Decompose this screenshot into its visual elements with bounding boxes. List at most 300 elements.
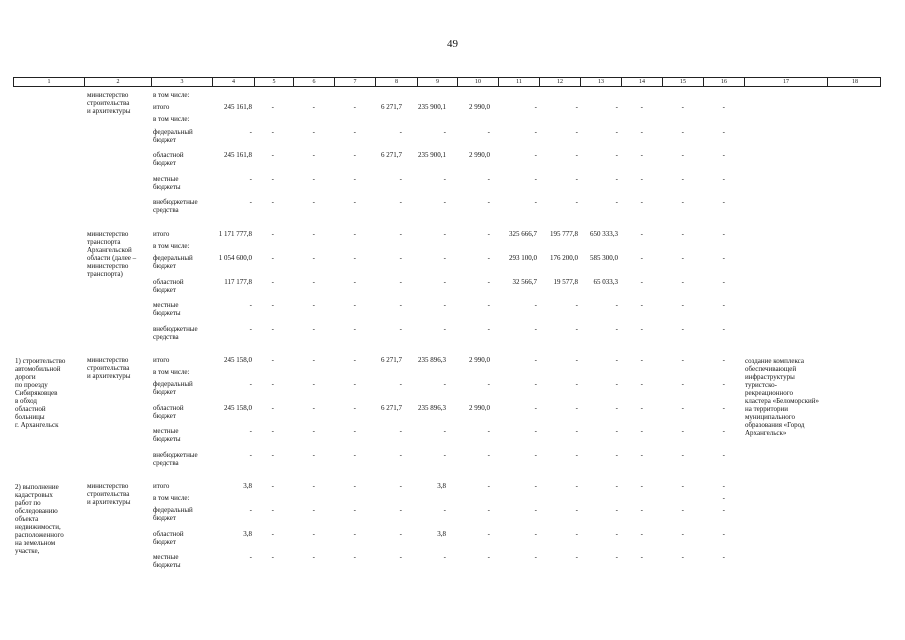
table-cell: 2 990,0: [469, 103, 490, 112]
table-row: [0, 128, 905, 146]
funding-source-label: областной бюджет: [153, 529, 184, 546]
table-cell: -: [615, 380, 618, 389]
table-cell: -: [534, 103, 537, 112]
table-cell: 1 171 777,8: [218, 230, 252, 238]
table-cell: 2 990,0: [469, 356, 490, 364]
funding-source-label: в том числе:: [153, 242, 190, 251]
table-cell: 117 177,8: [224, 277, 252, 286]
table-row: [0, 404, 905, 422]
table-cell: 235 896,3: [418, 356, 446, 364]
table-cell: -: [575, 506, 578, 515]
header-cell-2: 2: [85, 78, 152, 86]
table-cell: -: [575, 324, 578, 333]
table-cell: -: [271, 356, 274, 364]
funding-source-label: местные бюджеты: [153, 301, 181, 318]
header-cell-11: 11: [499, 78, 540, 86]
funding-source-label: в том числе:: [153, 368, 190, 377]
table-cell: -: [615, 324, 618, 333]
table-cell: -: [312, 277, 315, 286]
table-cell: -: [534, 151, 537, 160]
funding-source-label: федеральный бюджет: [153, 127, 193, 144]
table-cell: -: [249, 324, 252, 333]
header-cell-17: 17: [745, 78, 828, 86]
table-cell: -: [443, 450, 446, 459]
table-cell: -: [640, 103, 643, 112]
table-row: [0, 301, 905, 319]
table-cell: 245 158,0: [224, 403, 252, 412]
table-cell: -: [681, 506, 684, 515]
table-cell: -: [722, 151, 725, 160]
table-cell: -: [399, 127, 402, 136]
table-cell: -: [312, 174, 315, 183]
table-cell: 3,8: [243, 482, 252, 490]
table-cell: -: [722, 380, 725, 389]
table-cell: -: [249, 174, 252, 183]
table-cell: -: [575, 450, 578, 459]
table-cell: -: [353, 403, 356, 412]
funding-source-label: итого: [153, 230, 170, 238]
table-cell: -: [312, 103, 315, 112]
table-cell: -: [271, 127, 274, 136]
table-cell: -: [681, 529, 684, 538]
table-cell: -: [249, 450, 252, 459]
funding-source-label: внебюджетные средства: [153, 450, 198, 467]
responsible-executor: министерство транспорта Архангельской области (далее – министерство транспорта): [87, 230, 137, 278]
table-cell: -: [640, 356, 643, 364]
table-cell: -: [615, 529, 618, 538]
funding-source-label: в том числе:: [153, 494, 190, 503]
header-cell-4: 4: [213, 78, 255, 86]
table-cell: 32 566,7: [512, 277, 537, 286]
table-cell: -: [615, 103, 618, 112]
table-cell: -: [640, 482, 643, 490]
table-cell: -: [443, 553, 446, 562]
table-cell: -: [312, 356, 315, 364]
table-cell: -: [487, 277, 490, 286]
table-cell: -: [312, 380, 315, 389]
table-cell: -: [353, 553, 356, 562]
activity-name: 1) строительство автомобильной дороги по проезду Сибиряковцев в обход областной больницы г. Архангельск: [15, 357, 66, 429]
table-cell: -: [249, 301, 252, 310]
funding-source-label: областной бюджет: [153, 403, 184, 420]
table-cell: -: [487, 553, 490, 562]
table-cell: -: [575, 301, 578, 310]
table-cell: -: [271, 103, 274, 112]
table-cell: -: [271, 482, 274, 490]
table-cell: -: [640, 529, 643, 538]
table-cell: -: [681, 254, 684, 263]
table-cell: -: [312, 403, 315, 412]
table-cell: -: [722, 254, 725, 263]
table-cell: -: [399, 301, 402, 310]
table-cell: -: [443, 277, 446, 286]
table-cell: -: [534, 324, 537, 333]
table-cell: -: [681, 198, 684, 207]
table-cell: -: [575, 529, 578, 538]
table-cell: -: [399, 506, 402, 515]
table-cell: -: [534, 380, 537, 389]
table-row: [0, 278, 905, 296]
table-cell: -: [487, 529, 490, 538]
table-cell: -: [249, 427, 252, 436]
table-cell: -: [681, 230, 684, 238]
header-cell-1: 1: [14, 78, 85, 86]
table-cell: -: [271, 380, 274, 389]
table-cell: 6 271,7: [381, 103, 402, 112]
table-cell: -: [534, 553, 537, 562]
table-cell: 195 777,8: [550, 230, 578, 238]
table-cell: -: [271, 198, 274, 207]
table-cell: -: [534, 427, 537, 436]
table-cell: -: [443, 380, 446, 389]
table-cell: -: [353, 301, 356, 310]
funding-source-label: итого: [153, 103, 170, 112]
table-cell: -: [399, 529, 402, 538]
table-cell: -: [681, 356, 684, 364]
table-row: [0, 553, 905, 571]
funding-source-label: местные бюджеты: [153, 174, 181, 191]
table-cell: -: [534, 403, 537, 412]
table-cell: -: [681, 427, 684, 436]
table-cell: -: [681, 174, 684, 183]
table-cell: -: [271, 174, 274, 183]
header-cell-3: 3: [152, 78, 213, 86]
table-cell: -: [443, 127, 446, 136]
table-cell: -: [399, 324, 402, 333]
table-cell: -: [722, 450, 725, 459]
table-cell: -: [271, 553, 274, 562]
table-cell: -: [271, 506, 274, 515]
table-cell: -: [615, 403, 618, 412]
table-cell: -: [534, 127, 537, 136]
table-cell: -: [575, 103, 578, 112]
table-cell: 585 300,0: [590, 254, 618, 263]
table-cell: -: [399, 482, 402, 490]
funding-source-label: в том числе:: [153, 115, 190, 124]
table-cell: -: [353, 277, 356, 286]
table-cell: -: [681, 553, 684, 562]
table-cell: -: [722, 529, 725, 538]
header-cell-6: 6: [294, 78, 335, 86]
table-cell: -: [722, 356, 725, 364]
table-cell: -: [312, 198, 315, 207]
responsible-executor: министерство строительства и архитектуры: [87, 482, 131, 506]
table-cell: -: [722, 494, 725, 503]
table-cell: -: [487, 427, 490, 436]
table-cell: -: [399, 553, 402, 562]
table-cell: -: [399, 277, 402, 286]
table-cell: -: [312, 151, 315, 160]
table-cell: -: [722, 506, 725, 515]
table-cell: -: [271, 277, 274, 286]
funding-source-label: областной бюджет: [153, 151, 184, 168]
table-cell: -: [534, 174, 537, 183]
table-cell: -: [271, 151, 274, 160]
table-cell: -: [534, 506, 537, 515]
table-cell: -: [487, 380, 490, 389]
header-cell-13: 13: [581, 78, 622, 86]
header-cell-7: 7: [335, 78, 376, 86]
table-cell: -: [399, 230, 402, 238]
table-cell: -: [443, 324, 446, 333]
table-cell: -: [312, 450, 315, 459]
table-cell: -: [722, 198, 725, 207]
table-cell: 6 271,7: [381, 403, 402, 412]
table-cell: -: [681, 403, 684, 412]
table-row: [0, 506, 905, 524]
table-cell: -: [681, 482, 684, 490]
table-cell: -: [575, 380, 578, 389]
table-cell: 235 896,3: [418, 403, 446, 412]
activity-name: 2) выполнение кадастровых работ по обследованию объекта недвижимости, расположенного на земельном участке,: [15, 483, 64, 555]
table-cell: -: [640, 151, 643, 160]
table-cell: -: [271, 427, 274, 436]
funding-source-label: областной бюджет: [153, 277, 184, 294]
table-cell: -: [681, 380, 684, 389]
table-row: [0, 254, 905, 272]
table-cell: -: [722, 482, 725, 490]
table-cell: -: [353, 127, 356, 136]
table-cell: -: [575, 356, 578, 364]
table-cell: -: [640, 324, 643, 333]
table-cell: 3,8: [243, 529, 252, 538]
table-cell: -: [487, 506, 490, 515]
table-cell: -: [722, 403, 725, 412]
responsible-executor: министерство строительства и архитектуры: [87, 356, 131, 380]
table-cell: -: [443, 301, 446, 310]
table-row: [0, 325, 905, 343]
table-cell: -: [640, 301, 643, 310]
table-row: [0, 530, 905, 548]
responsible-executor: министерство строительства и архитектуры: [87, 91, 131, 115]
table-cell: -: [722, 301, 725, 310]
table-cell: -: [249, 380, 252, 389]
table-cell: -: [640, 230, 643, 238]
table-cell: -: [487, 301, 490, 310]
table-cell: 2 990,0: [469, 151, 490, 160]
table-cell: 176 200,0: [550, 254, 578, 263]
table-cell: -: [353, 427, 356, 436]
header-cell-8: 8: [376, 78, 418, 86]
table-cell: -: [353, 151, 356, 160]
table-cell: -: [312, 230, 315, 238]
table-cell: -: [487, 174, 490, 183]
table-cell: -: [575, 174, 578, 183]
table-row: [0, 451, 905, 469]
table-cell: -: [640, 254, 643, 263]
table-cell: -: [615, 356, 618, 364]
table-cell: -: [443, 174, 446, 183]
table-cell: 650 333,3: [590, 230, 618, 238]
table-cell: -: [271, 529, 274, 538]
table-cell: -: [615, 174, 618, 183]
header-cell-18: 18: [852, 79, 858, 85]
table-cell: -: [353, 198, 356, 207]
table-cell: -: [615, 198, 618, 207]
table-cell: -: [681, 103, 684, 112]
table-cell: -: [312, 127, 315, 136]
table-cell: -: [534, 356, 537, 364]
table-cell: -: [640, 380, 643, 389]
table-cell: 19 577,8: [553, 277, 578, 286]
table-cell: -: [312, 254, 315, 263]
table-cell: -: [615, 151, 618, 160]
table-cell: 6 271,7: [381, 151, 402, 160]
header-cell-14: 14: [622, 78, 663, 86]
table-cell: -: [575, 127, 578, 136]
header-cell-9: 9: [418, 78, 458, 86]
table-cell: -: [640, 450, 643, 459]
table-row: [0, 151, 905, 169]
funding-source-label: федеральный бюджет: [153, 254, 193, 271]
header-cell-15: 15: [663, 78, 704, 86]
table-cell: -: [399, 450, 402, 459]
table-cell: -: [399, 198, 402, 207]
funding-source-label: в том числе:: [153, 91, 190, 99]
header-cell-16: 16: [704, 78, 745, 86]
table-cell: -: [640, 506, 643, 515]
table-cell: 245 161,8: [224, 151, 252, 160]
funding-source-label: местные бюджеты: [153, 553, 181, 570]
table-cell: -: [575, 403, 578, 412]
table-cell: -: [249, 553, 252, 562]
table-cell: -: [681, 301, 684, 310]
table-cell: -: [312, 324, 315, 333]
table-cell: -: [443, 427, 446, 436]
table-cell: -: [615, 482, 618, 490]
table-cell: 235 900,1: [418, 151, 446, 160]
table-cell: -: [353, 324, 356, 333]
table-cell: -: [640, 427, 643, 436]
table-cell: 1 054 600,0: [218, 254, 252, 263]
table-cell: -: [312, 553, 315, 562]
table-cell: -: [312, 427, 315, 436]
table-cell: -: [722, 230, 725, 238]
table-cell: -: [681, 127, 684, 136]
table-cell: -: [487, 230, 490, 238]
funding-source-label: итого: [153, 356, 170, 364]
table-cell: -: [353, 529, 356, 538]
table-cell: -: [312, 301, 315, 310]
table-cell: -: [681, 151, 684, 160]
table-cell: -: [271, 230, 274, 238]
table-cell: -: [534, 529, 537, 538]
table-cell: -: [487, 127, 490, 136]
table-cell: -: [271, 450, 274, 459]
table-cell: -: [615, 450, 618, 459]
table-cell: -: [443, 254, 446, 263]
table-cell: -: [487, 450, 490, 459]
table-cell: -: [443, 230, 446, 238]
header-cell-5: 5: [255, 78, 294, 86]
table-cell: -: [487, 324, 490, 333]
table-cell: -: [353, 482, 356, 490]
table-cell: -: [722, 427, 725, 436]
table-cell: -: [271, 403, 274, 412]
table-cell: -: [615, 506, 618, 515]
table-cell: -: [271, 301, 274, 310]
table-cell: -: [640, 198, 643, 207]
table-cell: -: [681, 277, 684, 286]
table-cell: -: [575, 427, 578, 436]
table-cell: -: [399, 174, 402, 183]
table-cell: -: [353, 254, 356, 263]
table-cell: 6 271,7: [381, 356, 402, 364]
table-cell: -: [487, 198, 490, 207]
table-cell: -: [722, 174, 725, 183]
table-cell: -: [575, 151, 578, 160]
table-cell: -: [249, 198, 252, 207]
table-cell: -: [353, 103, 356, 112]
table-cell: 325 666,7: [509, 230, 537, 238]
table-cell: -: [487, 254, 490, 263]
table-cell: -: [722, 324, 725, 333]
table-row: [0, 380, 905, 398]
table-cell: -: [722, 277, 725, 286]
table-cell: -: [353, 174, 356, 183]
table-cell: -: [312, 482, 315, 490]
table-cell: -: [640, 553, 643, 562]
table-row: [0, 175, 905, 193]
table-cell: -: [249, 506, 252, 515]
table-cell: 293 100,0: [509, 254, 537, 263]
table-cell: -: [615, 427, 618, 436]
table-row: [0, 427, 905, 445]
table-cell: -: [353, 506, 356, 515]
table-cell: -: [575, 482, 578, 490]
table-cell: -: [399, 427, 402, 436]
table-cell: -: [681, 324, 684, 333]
page-number: 49: [447, 38, 458, 50]
table-cell: -: [722, 127, 725, 136]
table-cell: -: [353, 450, 356, 459]
table-cell: -: [271, 254, 274, 263]
table-cell: -: [443, 506, 446, 515]
table-cell: -: [312, 506, 315, 515]
table-cell: -: [575, 198, 578, 207]
header-cell-10: 10: [458, 78, 499, 86]
table-cell: -: [640, 174, 643, 183]
table-cell: -: [399, 380, 402, 389]
table-cell: -: [353, 380, 356, 389]
table-cell: -: [640, 277, 643, 286]
table-cell: -: [534, 450, 537, 459]
table-cell: 2 990,0: [469, 403, 490, 412]
table-cell: -: [353, 230, 356, 238]
funding-source-label: итого: [153, 482, 170, 490]
table-cell: -: [534, 482, 537, 490]
table-cell: -: [312, 529, 315, 538]
table-cell: -: [615, 127, 618, 136]
expected-result: создание комплекса обеспечивающей инфраструктуры туристско- рекреационного кластера «Беломорский» на территории муниципального образования «Город Архангельск»: [745, 357, 820, 437]
table-cell: 3,8: [437, 482, 446, 490]
table-cell: -: [615, 301, 618, 310]
table-cell: -: [353, 356, 356, 364]
table-cell: 3,8: [437, 529, 446, 538]
table-cell: -: [534, 301, 537, 310]
table-cell: 65 033,3: [593, 277, 618, 286]
table-row: [0, 198, 905, 216]
table-cell: -: [399, 254, 402, 263]
header-cell-12: 12: [540, 78, 581, 86]
table-cell: -: [443, 198, 446, 207]
table-cell: -: [271, 324, 274, 333]
table-cell: 235 900,1: [418, 103, 446, 112]
funding-source-label: внебюджетные средства: [153, 198, 198, 215]
table-cell: -: [722, 103, 725, 112]
funding-source-label: федеральный бюджет: [153, 506, 193, 523]
table-cell: -: [487, 482, 490, 490]
